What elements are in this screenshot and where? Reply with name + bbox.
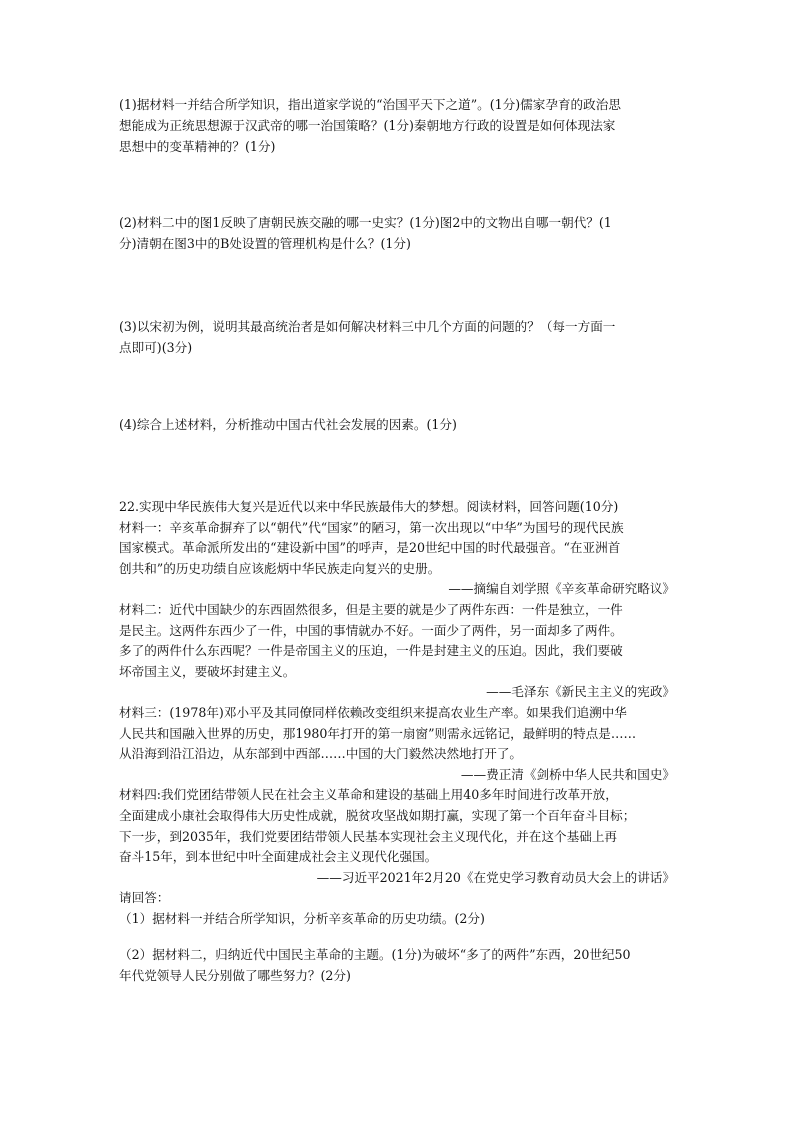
sub-question-2-line-1: （2）据材料二，归纳近代中国民主革命的主题。(1分)为破坏“多了的两件”东西，20世纪50 [119, 947, 631, 962]
sub-question-2-line-2: 年代党领导人民分别做了哪些努力？(2分) [119, 968, 351, 983]
material-4-line-2: 全面建成小康社会取得伟大历史性成就，脱贫攻坚战如期打赢，实现了第一个百年奋斗目标； [119, 807, 636, 823]
question-1-line-3: 思想中的变革精神的？(1分) [119, 139, 276, 154]
question-4-line-1: (4)综合上述材料，分析推动中国古代社会发展的因素。(1分) [119, 417, 457, 432]
material-4-line-3: 下一步，到2035年，我们党要团结带领人民基本实现社会主义现代化，并在这个基础上再 [119, 828, 618, 844]
material-1-line-1: 材料一：辛亥革命摒弃了以“朝代”代“国家”的陋习，第一次出现以“中华”为国号的现代民族 [119, 519, 624, 535]
question-22-title: 22.实现中华民族伟大复兴是近代以来中华民族最伟大的梦想。阅读材料，回答问题(10分) [119, 499, 619, 514]
material-4-source: ——习近平2021年2月20《在党史学习教育动员大会上的讲话》 [316, 869, 675, 885]
question-2-line-1: (2)材料二中的图1反映了唐朝民族交融的哪一史实？(1分)图2中的文物出自哪一朝代？(1 [119, 215, 612, 230]
answer-prompt: 请回答： [119, 890, 170, 906]
sub-question-2 [119, 944, 675, 986]
material-4-line-1: 材料四:我们党团结带领人民在社会主义革命和建设的基础上用40多年时间进行改革开放， [119, 787, 618, 803]
material-3-line-2: 人民共和国融入世界的历史，那1980年打开的第一扇窗”则需永远铭记，最鲜明的特点是…… [119, 725, 637, 741]
material-2-source: ——毛泽东《新民主主义的宪政》 [486, 684, 675, 700]
question-3 [119, 316, 675, 358]
question-3-line-2: 点即可)(3分) [119, 340, 193, 355]
material-3-line-1: 材料三：(1978年)邓小平及其同僚同样依赖改变组织来提高农业生产率。如果我们追溯中华 [119, 704, 627, 720]
question-2 [119, 212, 675, 254]
material-2-line-1: 材料二：近代中国缺少的东西固然很多，但是主要的就是少了两件东西：一件是独立，一件 [119, 601, 623, 617]
material-2-line-4: 坏帝国主义，要破坏封建主义。 [119, 663, 296, 679]
material-1-line-2: 国家模式。革命派所发出的“建设新中国”的呼声，是20世纪中国的时代最强音。“在亚洲首 [119, 540, 621, 556]
material-3-line-3: 从沿海到沿江沿边，从东部到中西部……中国的大门毅然决然地打开了。 [119, 746, 522, 762]
material-4-line-4: 奋斗15年，到本世纪中叶全面建成社会主义现代化强国。 [119, 849, 438, 865]
question-2-line-2: 分)清朝在图3中的B处设置的管理机构是什么？(1分) [119, 236, 411, 251]
material-2-line-2: 是民主。这两件东西少了一件，中国的事情就办不好。一面少了两件，另一面却多了两件。 [119, 622, 623, 638]
question-4 [119, 414, 675, 435]
material-1-line-3: 创共和”的历史功绩自应该彪炳中华民族走向复兴的史册。 [119, 560, 441, 576]
question-3-line-1: (3)以宋初为例，说明其最高统治者是如何解决材料三中几个方面的问题的？（每一方面一 [119, 319, 616, 334]
question-1-line-1: (1)据材料一并结合所学知识，指出道家学说的“治国平天下之道”。(1分)儒家孕育的政治思 [119, 97, 621, 112]
question-22 [119, 497, 675, 929]
sub-question-1: （1）据材料一并结合所学知识，分析辛亥革命的历史功绩。(2分) [119, 910, 485, 926]
material-1-source: ——摘编自刘学照《辛亥革命研究略议》 [448, 581, 675, 597]
question-1-line-2: 想能成为正统思想源于汉武帝的哪一治国策略？(1分)秦朝地方行政的设置是如何体现法家 [119, 118, 616, 133]
material-2-line-3: 多了的两件什么东西呢？一件是帝国主义的压迫，一件是封建主义的压迫。因此，我们要破 [119, 643, 623, 659]
material-3-source: ——费正清《剑桥中华人民共和国史》 [460, 766, 675, 782]
question-1 [119, 94, 675, 157]
